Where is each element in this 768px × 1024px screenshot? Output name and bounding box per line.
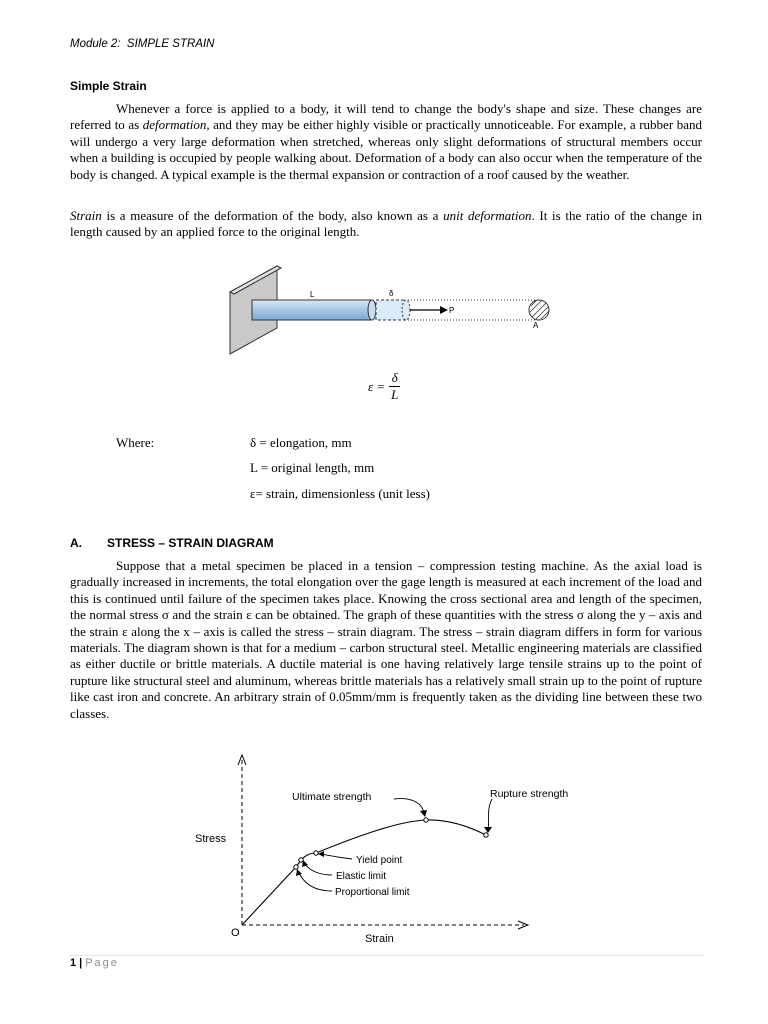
strain-formula xyxy=(368,370,400,403)
section-a-letter: A. xyxy=(70,536,82,550)
label-ultimate-strength: Ultimate strength xyxy=(292,791,372,803)
bar-elongation-figure xyxy=(222,262,562,358)
definition-elongation: δ = elongation, mm xyxy=(250,435,352,450)
paragraph-deformation xyxy=(70,101,702,183)
term-deformation: deformation xyxy=(142,117,207,133)
where-label: Where: xyxy=(116,435,155,450)
label-rupture-strength: Rupture strength xyxy=(490,788,569,800)
section-title: Simple Strain xyxy=(70,79,147,93)
stress-strain-diagram xyxy=(190,745,569,947)
label-elastic-limit: Elastic limit xyxy=(336,871,387,882)
label-origin: O xyxy=(231,927,240,939)
rod xyxy=(252,300,372,320)
term-strain: Strain xyxy=(70,208,102,223)
section-a-heading xyxy=(70,536,274,550)
point-rupture xyxy=(484,833,488,837)
para2-text-b: . It is the ratio of the change in length caused by an applied force to the original length. xyxy=(70,208,702,240)
page-word: Page xyxy=(85,957,119,969)
page-footer xyxy=(70,957,119,969)
label-yield-point: Yield point xyxy=(356,855,403,866)
definition-strain: ε= strain, dimensionless (unit less) xyxy=(250,486,430,501)
section-a-title: STRESS – STRAIN DIAGRAM xyxy=(107,536,274,550)
formula-lhs: ε = xyxy=(368,378,386,394)
point-ultimate xyxy=(424,818,428,822)
para1-text-a: Whenever a force is applied to a body, it will tend to change the body's shape and size. These changes are referred to as xyxy=(70,101,702,133)
label-proportional-limit: Proportional limit xyxy=(335,887,410,898)
label-delta: δ xyxy=(389,289,394,298)
footer-rule xyxy=(70,955,704,956)
paragraph-strain-definition xyxy=(70,208,702,241)
formula-denominator: L xyxy=(391,387,399,402)
para2-text-a: is a measure of the deformation of the body, also known as a xyxy=(101,208,444,223)
footer-separator: | xyxy=(79,957,83,969)
point-yield xyxy=(314,851,318,855)
label-stress: Stress xyxy=(195,833,227,845)
point-elastic-limit xyxy=(299,858,303,862)
formula-numerator: δ xyxy=(389,370,400,387)
para1-text-b: , and they may be either highly visible or practically unnoticeable. For example, a rubber band will undergo a very large deformation when stretched, whereas only slight deformations of structural members occur when a building is occupied by people walking about. Deformation of a body can also occur when the temperature of the body is changed. A typical example is the thermal expansion or contraction of a roof caused by the weather. xyxy=(70,117,702,182)
label-strain: Strain xyxy=(365,933,394,945)
paragraph-stress-strain: Suppose that a metal specimen be placed in a tension – compression testing machine. As the axial load is gradually increased in increments, the total elongation over the gage length is measured at each increment of the load and this is continued until failure of the specimen takes place. Knowing the cross sectional area and length of the specimen, the normal stress σ and the strain ε can be obtained. The graph of these quantities with the stress σ along the y – axis and the strain ε along the x – axis is called the stress – strain diagram. The stress – strain diagram differs in form for various materials. The diagram shown is that for a medium – carbon structural steel. Metallic engineering materials are classified as either ductile or brittle materials. A ductile material is one having relatively large tensile strains up to the point of rupture like structural steel and aluminum, whereas brittle materials has a relatively small strain up to the point of rupture like cast iron and concrete. An arbitrary strain of 0.05mm/mm is frequently taken as the dividing line between these two classes. xyxy=(70,558,702,721)
elongation-portion xyxy=(376,300,406,320)
term-unit-deformation: unit deformation xyxy=(443,208,532,223)
page-number: 1 xyxy=(70,957,77,969)
label-L: L xyxy=(310,290,315,299)
label-A: A xyxy=(533,321,539,330)
page-header: Module 2: SIMPLE STRAIN xyxy=(70,38,215,50)
definition-length: L = original length, mm xyxy=(250,460,375,475)
point-proportional-limit xyxy=(294,865,298,869)
label-P: P xyxy=(449,306,455,315)
